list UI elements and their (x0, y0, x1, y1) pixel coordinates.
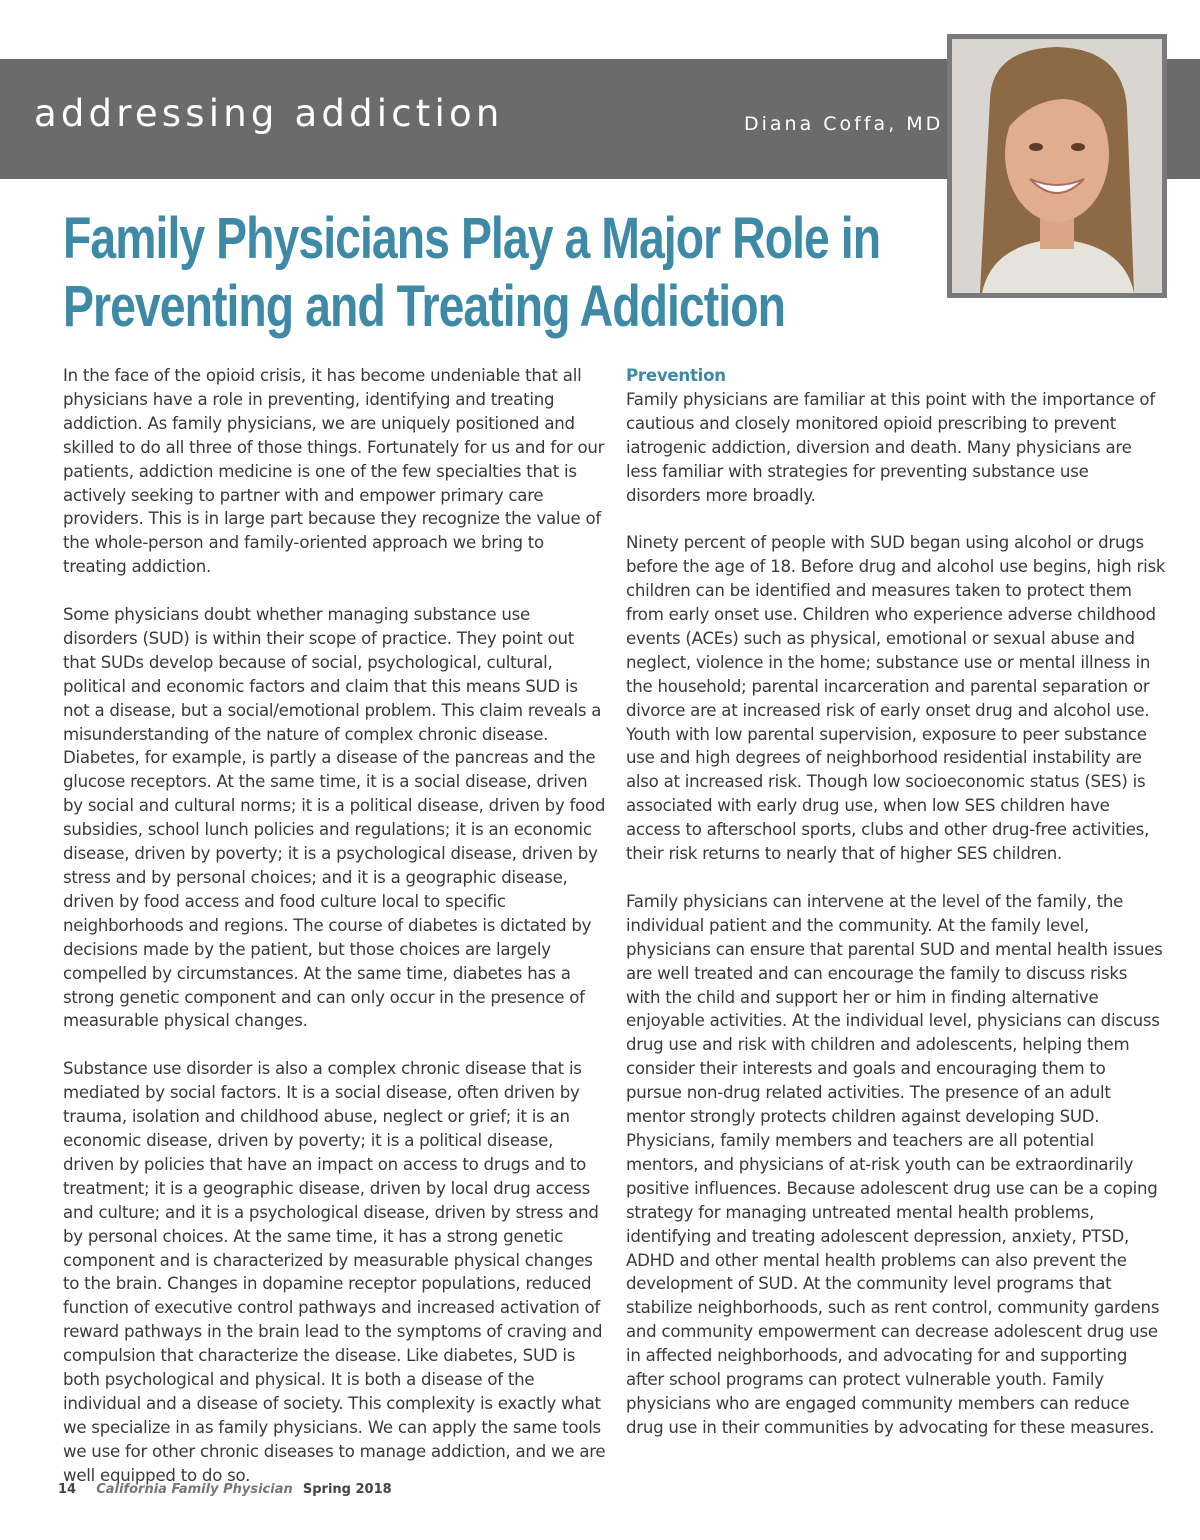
section-heading-prevention: Prevention (626, 366, 726, 385)
page-footer (58, 1482, 392, 1497)
article-title-line-1: Family Physicians Play a Major Role in (63, 206, 881, 271)
issue-date: Spring 2018 (302, 1482, 392, 1497)
page-number: 14 (58, 1482, 77, 1497)
body-paragraph: Some physicians doubt whether managing substance use disorders (SUD) is within their scope of practice. They point out that SUDs develop because of social, psychological, cultural, political and economic factors and claim that this means SUD is not a disease, but a social/emotional problem. This claim reveals a misunderstanding of the nature of complex chronic disease. Diabetes, for example, is partly a disease of the pancreas and the glucose receptors. At the same time, it is a social disease, driven by social and cultural norms; it is a political disease, driven by food subsidies, school lunch policies and regulations; it is an economic disease, driven by poverty; it is a psychological disease, driven by stress and by personal choices; and it is a geographic disease, driven by food access and food culture local to specific neighborhoods and regions. The course of diabetes is dictated by decisions made by the patient, but those choices are largely compelled by circumstances. At the same time, diabetes has a strong genetic component and can only occur in the presence of measurable physical changes. (63, 605, 606, 1031)
magazine-name: California Family Physician (96, 1482, 293, 1497)
body-paragraph: Family physicians can intervene at the level of the family, the individual patient and the community. At the family level, physicians can ensure that parental SUD and mental health issues are well treated and can encourage the family to discuss risks with the child and support her or him in finding alternative enjoyable activities. At the individual level, physicians can discuss drug use and risk with children and adolescents, helping them consider their interests and goals and encouraging them to pursue non-drug related activities. The presence of an adult mentor strongly protects children against developing SUD. Physicians, family members and teachers are all potential mentors, and physicians of at-risk youth can be extraordinarily positive influences. Because adolescent drug use can be a coping strategy for managing untreated mental health problems, identifying and treating adolescent depression, anxiety, PTSD, ADHD and other mental health problems can also prevent the development of SUD. At the community level programs that stabilize neighborhoods, such as rent control, community gardens and community empowerment can decrease adolescent drug use in affected neighborhoods, and advocating for and supporting after school programs can protect vulnerable youth. Family physicians who are engaged community members can reduce drug use in their communities by advocating for these measures. (626, 891, 1163, 1437)
left-column (63, 364, 608, 1511)
article-title-line-2: Preventing and Treating Addiction (63, 274, 785, 339)
body-paragraph: In the face of the opioid crisis, it has become undeniable that all physicians have a role in preventing, identifying and treating addiction. As family physicians, we are uniquely positioned and skilled to do all three of those things. Fortunately for us and for our patients, addiction medicine is one of the few specialties that is actively seeking to partner with and empower primary care providers. This is in large part because they recognize the value of the whole-person and family-oriented approach we bring to treating addiction. (63, 366, 605, 577)
body-paragraph: Family physicians are familiar at this point with the importance of cautious and closely monitored opioid prescribing to prevent iatrogenic addiction, diversion and death. Many physicians are less familiar with strategies for preventing substance use disorders more broadly. (626, 389, 1155, 505)
body-paragraph: Substance use disorder is also a complex chronic disease that is mediated by social factors. It is a social disease, often driven by trauma, isolation and childhood abuse, neglect or grief; it is an economic disease, driven by poverty; it is a political disease, driven by policies that have an impact on access to drugs and to treatment; it is a geographic disease, driven by local drug access and culture; and it is a psychological disease, driven by stress and by personal choices. At the same time, it has a strong genetic component and is characterized by measurable physical changes to the brain. Changes in dopamine receptor populations, reduced function of executive control pathways and increased activation of reward pathways in the brain lead to the symptoms of craving and compulsion that characterize the disease. Like diabetes, SUD is both psychological and physical. It is both a disease of the individual and a disease of society. This complexity is exactly what we specialize in as family physicians. We can apply the same tools we use for other chronic diseases to manage addiction, and we are well equipped to do so. (63, 1059, 606, 1485)
right-column (626, 364, 1166, 1464)
author-photo (947, 34, 1167, 298)
body-paragraph: Ninety percent of people with SUD began using alcohol or drugs before the age of 18. Before drug and alcohol use begins, high risk children can be identified and measures taken to protect them from early onset use. Children who experience adverse childhood events (ACEs) such as physical, emotional or sexual abuse and neglect, violence in the home; substance use or mental illness in the household; parental incarceration and parental separation or divorce are at increased risk of early onset drug and alcohol use. Youth with low parental supervision, exposure to peer substance use and high degrees of neighborhood residential instability are also at increased risk. Though low socioeconomic status (SES) is associated with early drug use, when low SES children have access to afterschool sports, clubs and other drug-free activities, their risk returns to nearly that of higher SES children. (626, 533, 1166, 864)
author-portrait-illustration (952, 39, 1162, 293)
section-name: addressing addiction (34, 92, 504, 135)
author-name: Diana Coffa, MD (744, 113, 944, 135)
article-title (63, 205, 881, 341)
